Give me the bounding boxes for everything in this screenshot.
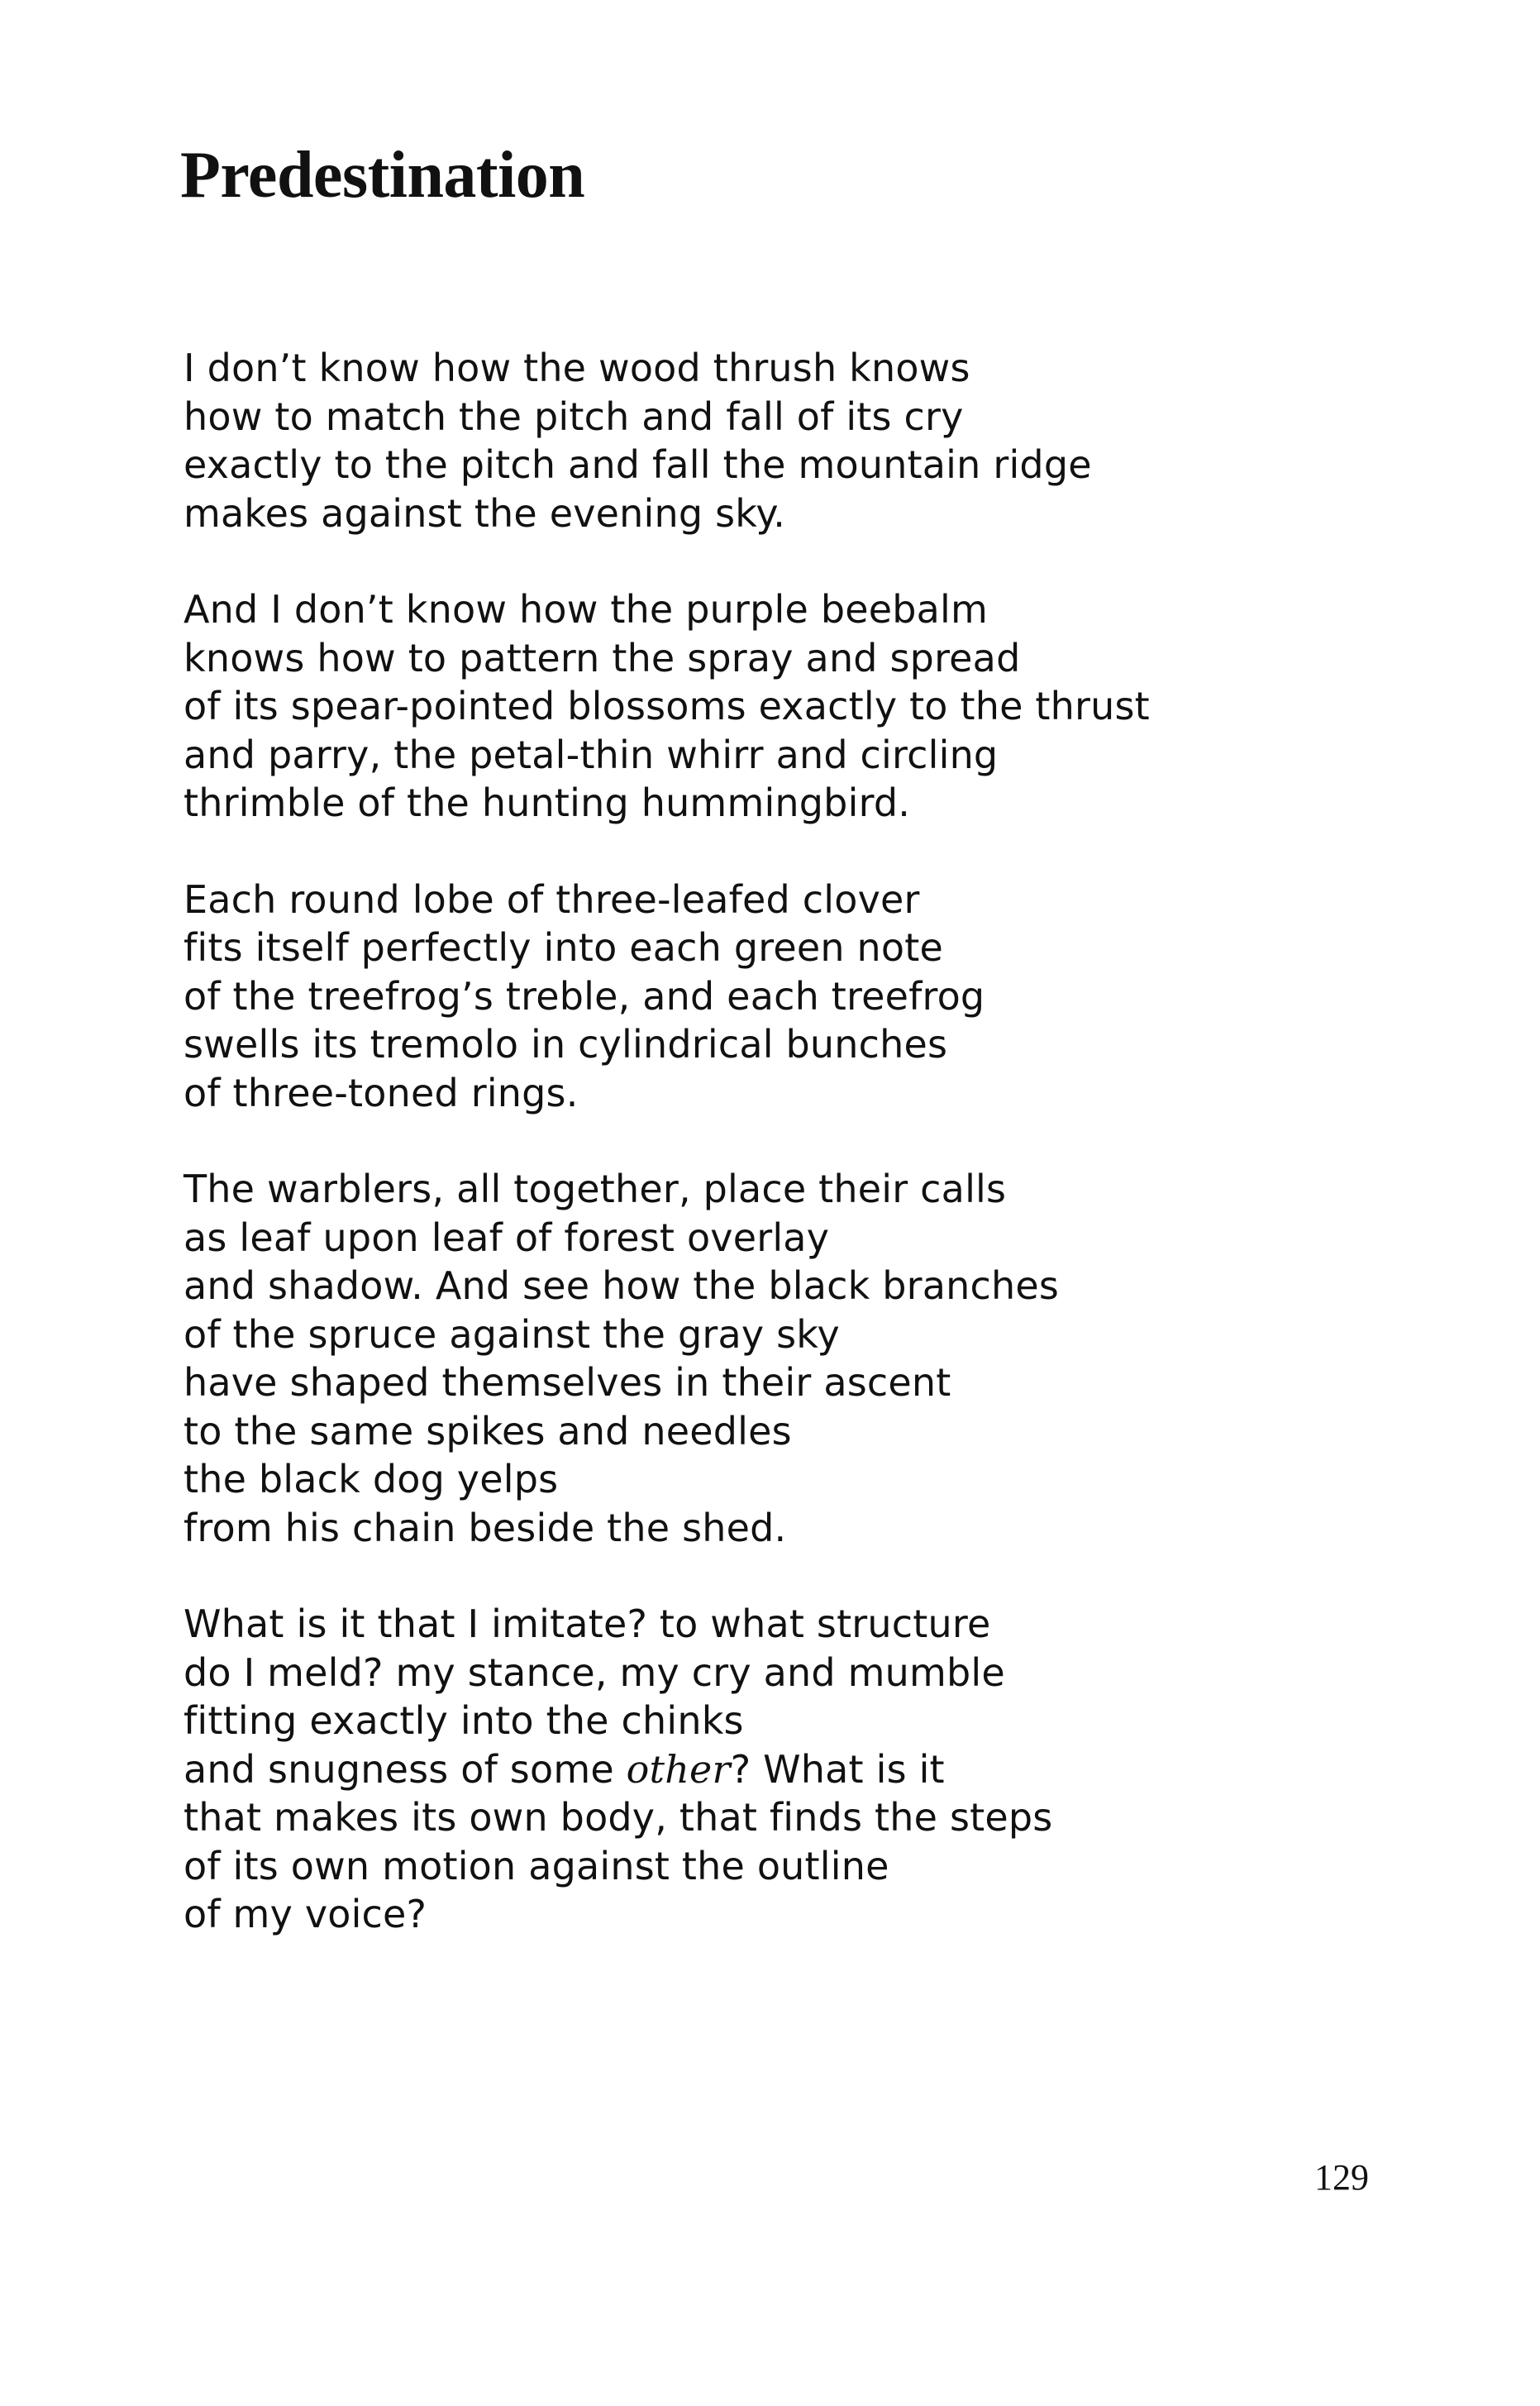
poem-line: to the same spikes and needles — [184, 1408, 792, 1454]
poem-line: from his chain beside the shed. — [184, 1505, 787, 1550]
poem-line: What is it that I imitate? to what structure — [184, 1602, 991, 1646]
poem-line: And I don’t know how the purple beebalm — [184, 587, 988, 632]
poem-line: fits itself perfectly into each green note — [184, 925, 943, 970]
poem-line: knows how to pattern the spray and spread — [184, 635, 1021, 680]
poem-line: do I meld? my stance, my cry and mumble — [184, 1649, 1005, 1695]
line-segment: ? What is it — [730, 1746, 945, 1792]
poem-body — [184, 344, 1357, 1987]
poem-line: swells its tremolo in cylindrical bunches — [184, 1022, 948, 1067]
poem-line: of three-toned rings. — [184, 1070, 579, 1115]
poem-line: makes against the evening sky. — [184, 490, 786, 536]
poem-line: of my voice? — [184, 1892, 427, 1936]
poem-line: of its own motion against the outline — [184, 1843, 889, 1888]
stanza-4 — [184, 1165, 1357, 1552]
poem-line: the black dog yelps — [184, 1457, 559, 1501]
poem-line: Each round lobe of three-leafed clover — [184, 876, 920, 922]
poem-line: of its spear-pointed blossoms exactly to the thrust — [184, 684, 1150, 728]
stanza-3 — [184, 876, 1357, 1118]
poem-line: I don’t know how the wood thrush knows — [184, 346, 970, 390]
poem-line: thrimble of the hunting hummingbird. — [184, 781, 911, 825]
poem-line: that makes its own body, that finds the steps — [184, 1795, 1053, 1840]
poem-line: and shadow. And see how the black branches — [184, 1263, 1060, 1308]
italic-word: other — [626, 1746, 731, 1792]
poem-line: how to match the pitch and fall of its cry — [184, 394, 964, 439]
poem-line: The warblers, all together, place their calls — [184, 1167, 1007, 1211]
poem-line: have shaped themselves in their ascent — [184, 1360, 951, 1405]
stanza-5 — [184, 1600, 1357, 1939]
poem-line: fitting exactly into the chinks — [184, 1698, 744, 1743]
stanza-2 — [184, 585, 1357, 828]
poem-line: and parry, the petal-thin whirr and circling — [184, 732, 999, 777]
poem-line: exactly to the pitch and fall the mountain ridge — [184, 442, 1092, 487]
stanza-1 — [184, 344, 1357, 537]
poem-line-with-italic — [184, 1745, 1357, 1794]
line-segment: and snugness of some — [184, 1746, 627, 1792]
page-number: 129 — [1314, 2157, 1369, 2198]
poem-title: Predestination — [180, 139, 585, 212]
poem-line: of the treefrog’s treble, and each treefrog — [184, 973, 985, 1019]
poem-line: as leaf upon leaf of forest overlay — [184, 1215, 830, 1260]
poem-line: of the spruce against the gray sky — [184, 1311, 840, 1357]
